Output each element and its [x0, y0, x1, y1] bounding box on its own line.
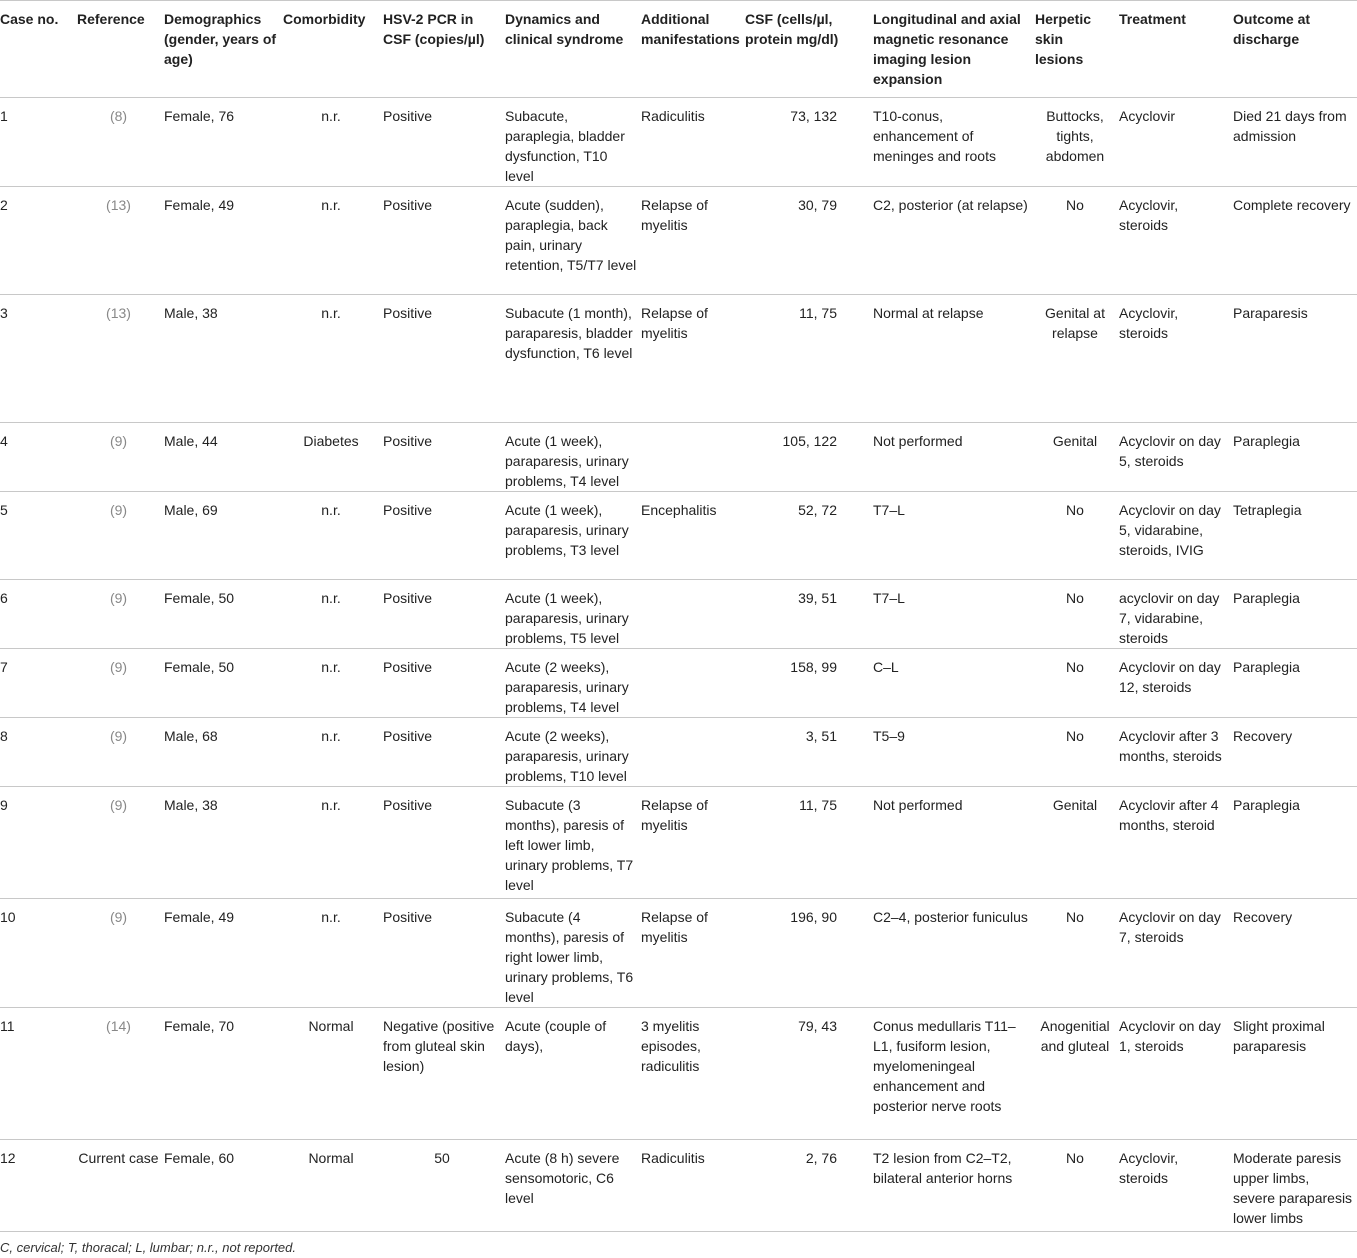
cell-outcome: Paraplegia	[1233, 590, 1300, 606]
cell-mri: T5–9	[873, 728, 905, 744]
cell-demographics: Female, 49	[164, 197, 235, 213]
cell-demographics: Female, 49	[164, 909, 235, 925]
cell-dynamics: Acute (2 weeks), paraparesis, urinary problems, T10 level	[505, 728, 629, 784]
cell-additional: Relapse of myelitis	[641, 797, 708, 833]
cell-csf: 2, 76	[805, 1150, 837, 1166]
cell-treatment: Acyclovir on day 5, vidarabine, steroids, IVIG	[1119, 502, 1221, 558]
cell-pcr: Positive	[383, 728, 433, 744]
cell-skin: Buttocks, tights, abdomen	[1045, 108, 1105, 164]
cell-csf: 73, 132	[790, 108, 837, 124]
cell-dynamics: Acute (1 week), paraparesis, urinary problems, T4 level	[505, 433, 629, 489]
cell-case: 9	[0, 797, 8, 813]
cell-csf: 105, 122	[782, 433, 837, 449]
cell-outcome: Tetraplegia	[1233, 502, 1302, 518]
cell-reference-link[interactable]: (9)	[109, 909, 128, 925]
cell-csf: 39, 51	[798, 590, 837, 606]
cell-additional	[641, 423, 745, 492]
cell-mri: Not performed	[873, 797, 963, 813]
table-row	[0, 98, 1357, 187]
cell-demographics: Male, 68	[164, 728, 218, 744]
cell-mri: Normal at relapse	[873, 305, 984, 321]
header-herpetic: Herpetic skin lesions	[1035, 11, 1092, 67]
cell-outcome: Paraplegia	[1233, 797, 1300, 813]
header-row	[0, 1, 1357, 98]
cell-additional	[641, 718, 745, 787]
table-row	[0, 1140, 1357, 1232]
cell-reference-link[interactable]: (9)	[109, 502, 128, 518]
cell-outcome: Complete recovery	[1233, 197, 1351, 213]
cell-treatment: Acyclovir, steroids	[1119, 197, 1179, 233]
cell-pcr: Positive	[383, 108, 433, 124]
cell-dynamics: Acute (1 week), paraparesis, urinary problems, T3 level	[505, 502, 629, 558]
cell-case: 2	[0, 197, 8, 213]
cell-pcr: Positive	[383, 433, 433, 449]
cell-skin: Genital	[1052, 797, 1098, 813]
cell-mri: T7–L	[873, 590, 905, 606]
header-hsv2-pcr: HSV-2 PCR in CSF (copies/µl)	[383, 11, 485, 47]
cell-pcr: 50	[434, 1150, 450, 1166]
cell-outcome: Recovery	[1233, 909, 1293, 925]
cell-skin: No	[1066, 1150, 1084, 1166]
cell-comorbidity: n.r.	[321, 659, 341, 675]
cell-treatment: Acyclovir on day 12, steroids	[1119, 659, 1221, 695]
cell-comorbidity: n.r.	[321, 305, 341, 321]
cell-skin: Anogenitial and gluteal	[1040, 1018, 1110, 1054]
header-outcome: Outcome at discharge	[1233, 11, 1311, 47]
table-row	[0, 649, 1357, 718]
cell-pcr: Positive	[383, 502, 433, 518]
table-row	[0, 899, 1357, 1008]
cell-reference-link[interactable]: (8)	[109, 108, 128, 124]
cell-demographics: Male, 69	[164, 502, 218, 518]
cell-mri: Not performed	[873, 433, 963, 449]
cell-mri: Conus medullaris T11–L1, fusiform lesion, myelomeningeal enhancement and posterior nerve roots	[873, 1018, 1016, 1114]
cell-skin: No	[1066, 590, 1084, 606]
cell-comorbidity: Normal	[308, 1018, 354, 1034]
table-row	[0, 787, 1357, 899]
cell-csf: 3, 51	[805, 728, 837, 744]
table-row	[0, 492, 1357, 580]
cell-treatment: acyclovir on day 7, vidarabine, steroids	[1119, 590, 1220, 646]
header-case-no: Case no.	[0, 11, 59, 27]
cell-mri: C–L	[873, 659, 899, 675]
cell-dynamics: Acute (sudden), paraplegia, back pain, urinary retention, T5/T7 level	[505, 197, 637, 273]
cell-comorbidity: Diabetes	[303, 433, 359, 449]
cell-mri: T10-conus, enhancement of meninges and roots	[873, 108, 996, 164]
cell-comorbidity: n.r.	[321, 197, 341, 213]
cell-outcome: Moderate paresis upper limbs, severe paraparesis lower limbs	[1233, 1150, 1353, 1226]
cell-treatment: Acyclovir after 3 months, steroids	[1119, 728, 1222, 764]
cell-mri: C2, posterior (at relapse)	[873, 197, 1028, 213]
cell-csf: 158, 99	[790, 659, 837, 675]
cell-additional: Relapse of myelitis	[641, 305, 708, 341]
cell-mri: T2 lesion from C2–T2, bilateral anterior horns	[873, 1150, 1013, 1186]
cell-reference-link[interactable]: (9)	[109, 797, 128, 813]
cell-skin: Genital at relapse	[1045, 305, 1105, 341]
cell-demographics: Male, 38	[164, 305, 218, 321]
cell-demographics: Female, 60	[164, 1150, 235, 1166]
cell-case: 7	[0, 659, 8, 675]
cell-treatment: Acyclovir, steroids	[1119, 1150, 1179, 1186]
cell-demographics: Female, 76	[164, 108, 235, 124]
cell-dynamics: Acute (2 weeks), paraparesis, urinary problems, T4 level	[505, 659, 629, 715]
cell-case: 12	[0, 1150, 16, 1166]
cell-reference-link[interactable]: (13)	[106, 305, 131, 321]
cell-pcr: Positive	[383, 659, 433, 675]
cell-demographics: Female, 50	[164, 659, 235, 675]
cell-additional	[641, 580, 745, 649]
cell-outcome: Died 21 days from admission	[1233, 108, 1347, 144]
cell-treatment: Acyclovir after 4 months, steroid	[1119, 797, 1219, 833]
cell-treatment: Acyclovir on day 1, steroids	[1119, 1018, 1221, 1054]
cell-skin: Genital	[1052, 433, 1098, 449]
cell-treatment: Acyclovir	[1119, 108, 1176, 124]
cell-skin: No	[1066, 909, 1084, 925]
cell-dynamics: Acute (8 h) severe sensomotoric, C6 level	[505, 1150, 620, 1206]
cell-comorbidity: n.r.	[321, 909, 341, 925]
cell-case: 8	[0, 728, 8, 744]
cell-reference-link[interactable]: (13)	[106, 197, 131, 213]
cell-case: 11	[0, 1018, 15, 1034]
header-mri: Longitudinal and axial magnetic resonance imaging lesion expansion	[873, 11, 1021, 87]
cell-case: 1	[0, 108, 8, 124]
cell-additional: Relapse of myelitis	[641, 909, 708, 945]
cell-csf: 11, 75	[799, 797, 837, 813]
cell-reference-link[interactable]: (14)	[106, 1018, 131, 1034]
cell-outcome: Paraparesis	[1233, 305, 1308, 321]
cell-case: 3	[0, 305, 8, 321]
table-row	[0, 580, 1357, 649]
cell-csf: 196, 90	[790, 909, 837, 925]
cell-comorbidity: Normal	[308, 1150, 354, 1166]
cell-pcr: Negative (positive from gluteal skin lesion)	[383, 1018, 495, 1074]
cell-comorbidity: n.r.	[321, 502, 341, 518]
header-dynamics: Dynamics and clinical syndrome	[505, 11, 624, 47]
header-csf: CSF (cells/µl, protein mg/dl)	[745, 11, 839, 47]
cell-outcome: Paraplegia	[1233, 659, 1300, 675]
cell-comorbidity: n.r.	[321, 590, 341, 606]
cell-treatment: Acyclovir on day 7, steroids	[1119, 909, 1221, 945]
cell-skin: No	[1066, 728, 1084, 744]
cell-additional: Radiculitis	[641, 108, 705, 124]
cell-mri: C2–4, posterior funiculus	[873, 909, 1028, 925]
cell-reference-link[interactable]: (9)	[109, 728, 128, 744]
cell-skin: No	[1066, 659, 1084, 675]
cell-additional: Relapse of myelitis	[641, 197, 708, 233]
table-row	[0, 187, 1357, 295]
table-row	[0, 1008, 1357, 1140]
cell-csf: 30, 79	[798, 197, 837, 213]
cell-demographics: Male, 38	[164, 797, 218, 813]
table-footnote: C, cervical; T, thoracal; L, lumbar; n.r., not reported.	[0, 1240, 296, 1255]
cell-additional	[641, 649, 745, 718]
cell-dynamics: Acute (couple of days),	[505, 1018, 607, 1054]
table-row	[0, 718, 1357, 787]
cell-additional: Radiculitis	[641, 1150, 705, 1166]
cell-csf: 11, 75	[799, 305, 837, 321]
cell-outcome: Paraplegia	[1233, 433, 1300, 449]
cell-comorbidity: n.r.	[321, 108, 341, 124]
cell-pcr: Positive	[383, 197, 433, 213]
cell-comorbidity: n.r.	[321, 797, 341, 813]
cell-treatment: Acyclovir, steroids	[1119, 305, 1179, 341]
table-row	[0, 295, 1357, 423]
cell-reference-link[interactable]: (9)	[109, 433, 128, 449]
cell-pcr: Positive	[383, 590, 433, 606]
cell-pcr: Positive	[383, 305, 433, 321]
cell-dynamics: Subacute (4 months), paresis of right lower limb, urinary problems, T6 level	[505, 909, 634, 1005]
table-row	[0, 423, 1357, 492]
cell-outcome: Recovery	[1233, 728, 1293, 744]
cell-dynamics: Acute (1 week), paraparesis, urinary problems, T5 level	[505, 590, 629, 646]
cell-dynamics: Subacute (3 months), paresis of left lower limb, urinary problems, T7 level	[505, 797, 634, 893]
cell-pcr: Positive	[383, 797, 433, 813]
cell-comorbidity: n.r.	[321, 728, 341, 744]
cell-treatment: Acyclovir on day 5, steroids	[1119, 433, 1221, 469]
cell-demographics: Male, 44	[164, 433, 218, 449]
cell-reference-link[interactable]: (9)	[109, 590, 128, 606]
cell-case: 10	[0, 909, 16, 925]
cell-skin: No	[1066, 502, 1084, 518]
header-demographics: Demographics (gender, years of age)	[164, 11, 277, 67]
cell-case: 5	[0, 502, 8, 518]
cell-demographics: Female, 50	[164, 590, 235, 606]
header-reference: Reference	[77, 11, 145, 27]
cell-outcome: Slight proximal paraparesis	[1233, 1018, 1325, 1054]
cell-dynamics: Subacute, paraplegia, bladder dysfunction, T10 level	[505, 108, 625, 184]
cell-pcr: Positive	[383, 909, 433, 925]
cell-additional: Encephalitis	[641, 502, 717, 518]
cell-csf: 79, 43	[798, 1018, 837, 1034]
cell-case: 4	[0, 433, 8, 449]
cell-reference-link[interactable]: (9)	[109, 659, 128, 675]
cell-reference: Current case	[78, 1150, 159, 1166]
cell-dynamics: Subacute (1 month), paraparesis, bladder dysfunction, T6 level	[505, 305, 633, 361]
header-treatment: Treatment	[1119, 11, 1186, 27]
cell-demographics: Female, 70	[164, 1018, 235, 1034]
cell-mri: T7–L	[873, 502, 905, 518]
cell-additional: 3 myelitis episodes, radiculitis	[641, 1018, 701, 1074]
cell-skin: No	[1066, 197, 1084, 213]
header-additional: Additional manifestations	[641, 11, 740, 47]
cell-case: 6	[0, 590, 8, 606]
header-comorbidity: Comorbidity	[283, 11, 366, 27]
cell-csf: 52, 72	[798, 502, 837, 518]
